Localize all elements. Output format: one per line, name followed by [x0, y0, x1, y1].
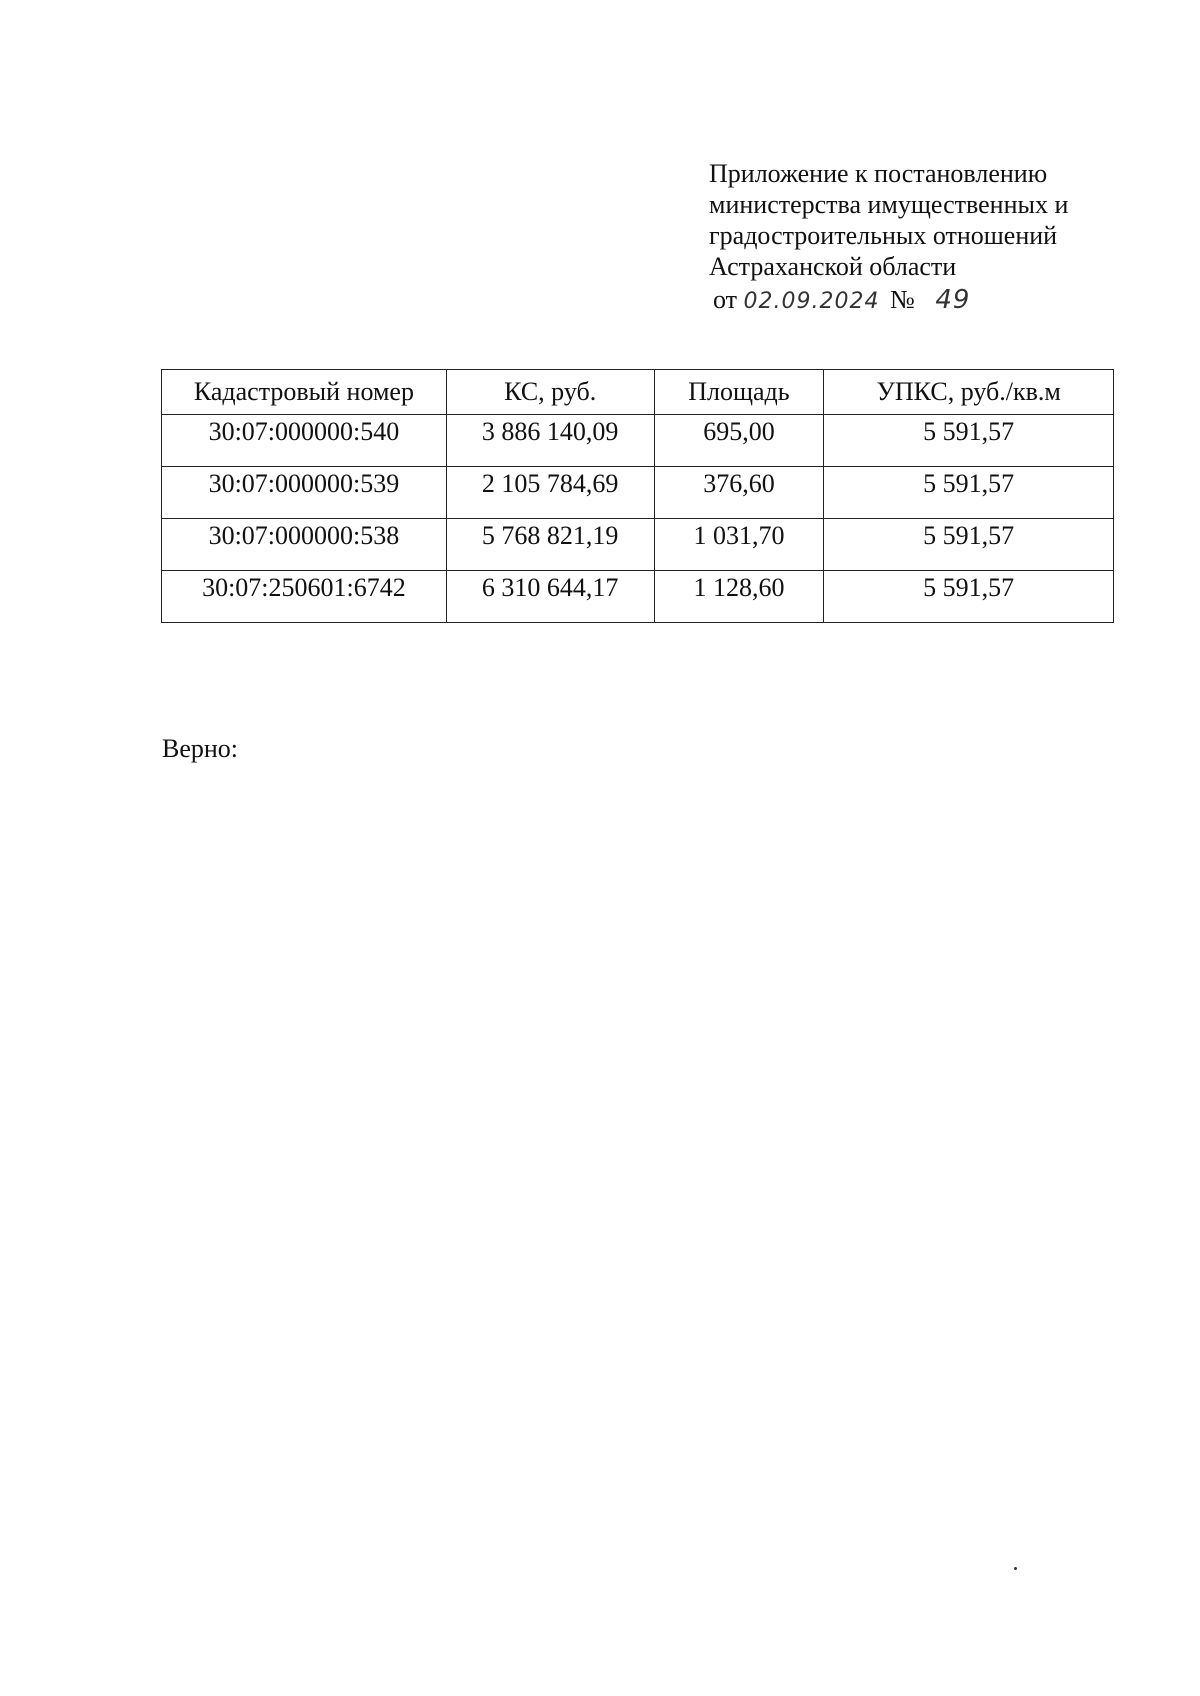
cell-cadastral-number: 30:07:250601:6742: [162, 571, 447, 623]
date-prefix: от: [713, 285, 738, 314]
header-unit-value: УПКС, руб./кв.м: [824, 370, 1114, 415]
table-row: [162, 467, 1114, 519]
cell-area: 1 031,70: [654, 519, 824, 571]
header-cadastral-value: КС, руб.: [446, 370, 654, 415]
handwritten-date: 02.09.2024: [743, 289, 880, 314]
table-row: [162, 415, 1114, 467]
header-area: Площадь: [654, 370, 824, 415]
number-label: №: [890, 285, 915, 314]
table-row: [162, 571, 1114, 623]
cell-unit-value: 5 591,57: [824, 571, 1114, 623]
appendix-line-4: Астраханской области: [709, 252, 957, 281]
cell-cadastral-value: 2 105 784,69: [446, 467, 654, 519]
table-row: [162, 519, 1114, 571]
cell-cadastral-number: 30:07:000000:539: [162, 467, 447, 519]
header-cadastral-number: Кадастровый номер: [162, 370, 447, 415]
cell-cadastral-number: 30:07:000000:538: [162, 519, 447, 571]
cell-area: 1 128,60: [654, 571, 824, 623]
cadastral-values-table: [161, 369, 1114, 623]
appendix-header: [709, 158, 1129, 317]
handwritten-number: 49: [935, 285, 971, 315]
cell-cadastral-value: 6 310 644,17: [446, 571, 654, 623]
cell-cadastral-number: 30:07:000000:540: [162, 415, 447, 467]
cell-cadastral-value: 5 768 821,19: [446, 519, 654, 571]
cell-unit-value: 5 591,57: [824, 415, 1114, 467]
verified-label: Верно:: [162, 734, 239, 763]
cell-area: 695,00: [654, 415, 824, 467]
table-header-row: [162, 370, 1114, 415]
scan-speck: [1014, 1567, 1017, 1570]
appendix-line-3: градостроительных отношений: [709, 221, 1058, 250]
cell-area: 376,60: [654, 467, 824, 519]
cell-unit-value: 5 591,57: [824, 519, 1114, 571]
cell-unit-value: 5 591,57: [824, 467, 1114, 519]
appendix-line-2: министерства имущественных и: [709, 190, 1069, 219]
appendix-line-1: Приложение к постановлению: [709, 159, 1048, 188]
cell-cadastral-value: 3 886 140,09: [446, 415, 654, 467]
appendix-date-line: [709, 284, 1129, 317]
